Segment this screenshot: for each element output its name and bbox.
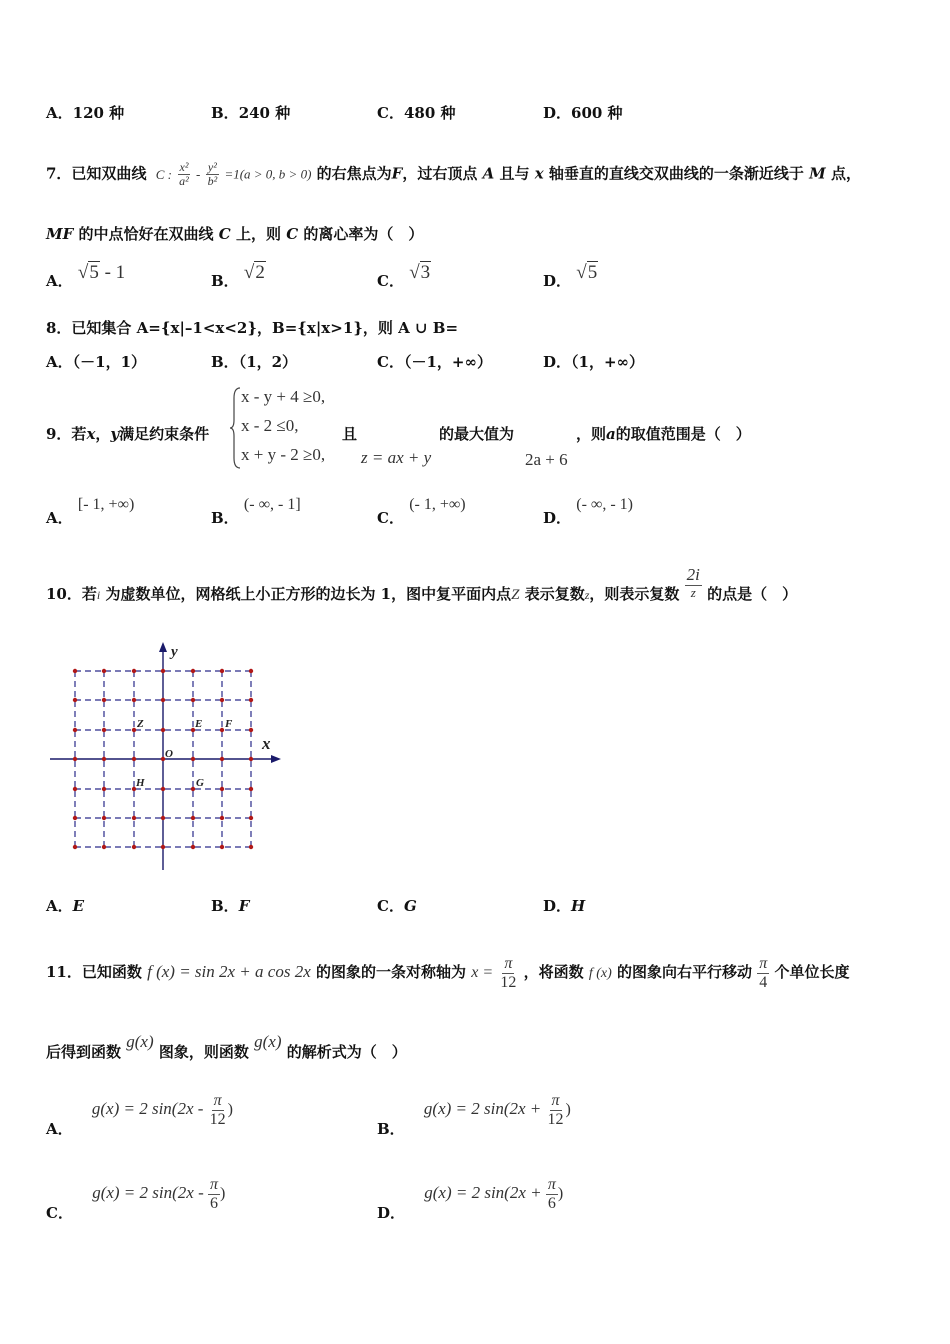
lattice-point bbox=[73, 669, 77, 673]
q11-axis-fraction: $\frac{\pi}{12}$ bbox=[500, 955, 517, 991]
point-g-label: G bbox=[196, 777, 204, 789]
q7-y2-over-b2: $\frac{\text{y²}}{\text{b²}}$ bbox=[207, 160, 218, 189]
lattice-point bbox=[102, 669, 106, 673]
q8-text: 8．已知集合 A={x|–1<x<2}，B={x|x>1}，则 A ∪ B= bbox=[46, 319, 459, 337]
q11-line1: 11．已知函数 f (x) = sin 2x + a cos 2x 的图象的一条对称轴为 x = $\frac{\pi}{12}$ ，将函数 f (x) 的图象向右平行移动 $\frac{\pi}{4}$ 个单位长度 bbox=[46, 955, 850, 991]
x-axis-label: x bbox=[262, 734, 271, 753]
q11-line2: 后得到函数 g(x) 图象，则函数 g(x) 的解析式为（ ） bbox=[46, 1032, 407, 1061]
q9-tail: ，则a的取值范围是（ ） bbox=[576, 425, 751, 443]
point-e-label: E bbox=[195, 718, 203, 730]
y-axis-arrow-icon bbox=[159, 642, 167, 652]
lattice-point bbox=[132, 669, 136, 673]
lattice-point bbox=[249, 728, 253, 732]
lattice-point bbox=[73, 816, 77, 820]
lattice-point bbox=[161, 845, 165, 849]
q9-and: 且 bbox=[342, 425, 358, 443]
q6-option-c: C．480 种 bbox=[377, 104, 456, 122]
q9-option-b: B． (- ∞, - 1] bbox=[211, 496, 301, 527]
q9-option-c: C． (- 1, +∞) bbox=[377, 496, 466, 527]
q9-option-d: D． (- ∞, - 1) bbox=[543, 496, 633, 527]
q6-option-a: A．120 种 bbox=[46, 104, 125, 122]
lattice-point bbox=[249, 669, 253, 673]
lattice-point bbox=[220, 698, 224, 702]
lattice-point bbox=[249, 698, 253, 702]
q8-option-b: B．（1，2） bbox=[211, 353, 298, 371]
q7-option-a: A． √5 - 1 bbox=[46, 262, 126, 290]
q10-option-a: A．E bbox=[46, 897, 85, 915]
q10-complex-plane-figure bbox=[45, 638, 285, 874]
q10-option-d: D．H bbox=[543, 897, 586, 915]
y-axis-label: y bbox=[171, 644, 178, 660]
q9-constraint-system: x - y + 4 ≥0, x - 2 ≤0, x + y - 2 ≥0, bbox=[241, 387, 326, 464]
lattice-point bbox=[102, 787, 106, 791]
lattice-point bbox=[132, 728, 136, 732]
lattice-point bbox=[73, 757, 77, 761]
lattice-point bbox=[220, 787, 224, 791]
sqrt-symbol: √5 bbox=[576, 262, 598, 283]
lattice-point bbox=[132, 757, 136, 761]
q11-option-a: A． g(x) = 2 sin(2x - $\frac{\pi}{12}$ ) bbox=[46, 1092, 233, 1139]
lattice-point bbox=[161, 728, 165, 732]
lattice-point bbox=[102, 757, 106, 761]
point-z-label: Z bbox=[137, 718, 144, 730]
q11-shift-fraction: $\frac{\pi}{4}$ bbox=[759, 955, 768, 991]
lattice-point bbox=[191, 757, 195, 761]
q8-option-a: A．（－1，1） bbox=[46, 353, 147, 371]
q9-line: 9．若x，y满足约束条件 bbox=[46, 425, 210, 443]
lattice-point bbox=[102, 728, 106, 732]
sqrt-symbol: √2 bbox=[243, 262, 265, 283]
lattice-point bbox=[73, 698, 77, 702]
lattice-point bbox=[191, 816, 195, 820]
q6-option-d: D．600 种 bbox=[543, 104, 623, 122]
origin-label: O bbox=[165, 748, 173, 760]
q9-option-a: A． [- 1, +∞) bbox=[46, 496, 135, 527]
q10-option-b: B．F bbox=[211, 897, 250, 915]
lattice-point bbox=[102, 816, 106, 820]
lattice-point bbox=[161, 816, 165, 820]
q11-option-b: B． g(x) = 2 sin(2x + $\frac{\pi}{12}$ ) bbox=[377, 1092, 571, 1139]
lattice-point bbox=[220, 845, 224, 849]
lattice-point bbox=[191, 845, 195, 849]
lattice-point bbox=[249, 787, 253, 791]
q11-option-d: D． g(x) = 2 sin(2x + $\frac{\pi}{6}$ ) bbox=[377, 1176, 564, 1223]
point-f-label: F bbox=[225, 718, 233, 730]
lattice-point bbox=[102, 698, 106, 702]
lattice-point bbox=[73, 787, 77, 791]
q10-fraction: $\frac{2i}{z}$ bbox=[686, 565, 700, 600]
lattice-point bbox=[132, 845, 136, 849]
lattice-point bbox=[161, 787, 165, 791]
lattice-point bbox=[220, 757, 224, 761]
lattice-point bbox=[249, 845, 253, 849]
lattice-point bbox=[161, 698, 165, 702]
lattice-point bbox=[220, 728, 224, 732]
q7-line2: MF 的中点恰好在双曲线 C 上，则 C 的离心率为（ ） bbox=[46, 225, 424, 243]
lattice-point bbox=[102, 845, 106, 849]
q11-option-c: C． g(x) = 2 sin(2x - $\frac{\pi}{6}$ ) bbox=[46, 1176, 226, 1223]
lattice-point bbox=[132, 698, 136, 702]
q9-objective: z = ax + y bbox=[361, 448, 432, 467]
lattice-point bbox=[220, 669, 224, 673]
lattice-point bbox=[191, 698, 195, 702]
lattice-point bbox=[132, 816, 136, 820]
sqrt-symbol: √5 - 1 bbox=[77, 262, 126, 283]
point-h-label: H bbox=[136, 777, 145, 789]
q10-line: 10．若i 为虚数单位，网格纸上小正方形的边长为 1，图中复平面内点Z 表示复数z，则表示复数 $\frac{2i}{z}$ 的点是（ ） bbox=[46, 565, 798, 603]
lattice-point bbox=[191, 669, 195, 673]
sqrt-symbol: √3 bbox=[409, 262, 431, 283]
q7-line1: 7．已知双曲线 C : $\frac{\text{x²}}{\text{a²}}$ - $\frac{\text{y²}}{\text{b²}}$ =1(a > 0, b > 0) 的右焦点为F，过右顶点 A 且与 x 轴垂直的直线交双曲线的一条渐近线于 M 点， bbox=[46, 160, 861, 189]
q9-max-text: 的最大值为 bbox=[439, 425, 515, 443]
q7-option-c: C． √3 bbox=[377, 262, 431, 290]
q8-option-c: C．（－1，+∞） bbox=[377, 353, 492, 371]
lattice-point bbox=[191, 787, 195, 791]
q7-option-d: D． √5 bbox=[543, 262, 598, 290]
lattice-point bbox=[161, 669, 165, 673]
lattice-point bbox=[73, 728, 77, 732]
lattice-point bbox=[249, 757, 253, 761]
x-axis-arrow-icon bbox=[271, 755, 281, 763]
q6-option-b: B．240 种 bbox=[211, 104, 291, 122]
q8-option-d: D．（1，+∞） bbox=[543, 353, 645, 371]
q10-option-c: C．G bbox=[377, 897, 417, 915]
q7-x2-over-a2: $\frac{\text{x²}}{\text{a²}}$ bbox=[179, 160, 189, 189]
lattice-point bbox=[73, 845, 77, 849]
q7-option-b: B． √2 bbox=[211, 262, 265, 290]
lattice-point bbox=[249, 816, 253, 820]
q9-max-value: 2a + 6 bbox=[525, 450, 568, 469]
lattice-point bbox=[220, 816, 224, 820]
